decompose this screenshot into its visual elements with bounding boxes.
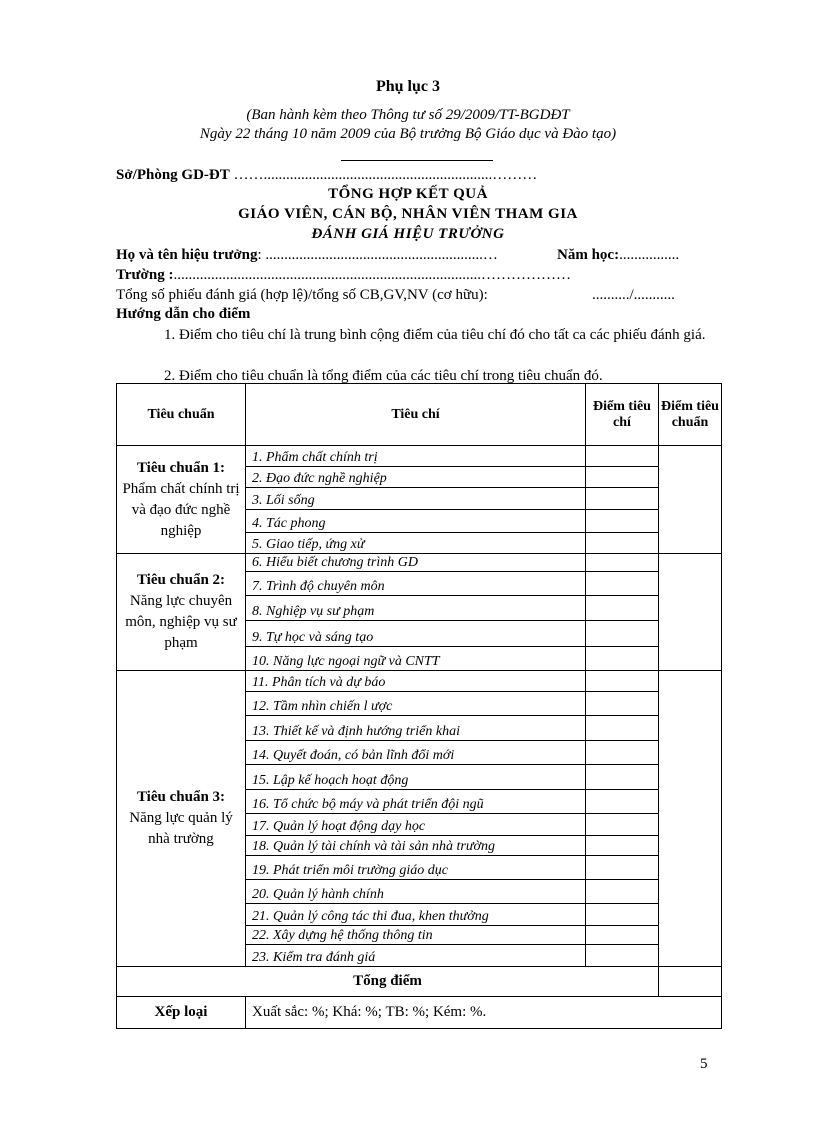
criterion-score-cell[interactable] xyxy=(586,856,659,880)
guide-item-2: 2. Điểm cho tiêu chuẩn là tổng điểm của các tiêu chí trong tiêu chuẩn đó. xyxy=(164,368,603,384)
standard-score-cell-2[interactable] xyxy=(659,554,722,671)
guide-title: Hướng dẫn cho điểm xyxy=(116,306,251,322)
criterion-label: 17. Quản lý hoạt động dạy học xyxy=(246,814,586,836)
principal-line xyxy=(116,247,498,264)
criterion-label: 13. Thiết kế và định hướng triển khai xyxy=(246,716,586,741)
page-number: 5 xyxy=(700,1056,708,1072)
ranking-row xyxy=(117,997,722,1029)
table-header-row xyxy=(117,384,722,446)
standard-score-cell-3[interactable] xyxy=(659,671,722,967)
criterion-score-cell[interactable] xyxy=(586,467,659,488)
criterion-label: 6. Hiểu biết chương trình GD xyxy=(246,554,586,572)
standard-description: Năng lực quản lý nhà trường xyxy=(129,810,233,847)
criterion-label: 20. Quản lý hành chính xyxy=(246,880,586,904)
standard-name: Tiêu chuẩn 2: xyxy=(136,572,226,588)
criterion-score-cell[interactable] xyxy=(586,671,659,692)
school-blank: ..................................................................................……………… xyxy=(173,267,571,283)
criterion-label: 15. Lập kế hoạch hoạt động xyxy=(246,765,586,790)
standard-description: Năng lực chuyên môn, nghiệp vụ sư phạm xyxy=(125,593,237,651)
criterion-score-cell[interactable] xyxy=(586,596,659,621)
ballot-count-blank: ........../........... xyxy=(592,287,675,303)
criterion-score-cell[interactable] xyxy=(586,488,659,510)
criterion-label: 16. Tổ chức bộ máy và phát triển đội ngũ xyxy=(246,790,586,814)
school-year-line xyxy=(557,247,679,264)
standard-score-cell-1[interactable] xyxy=(659,446,722,554)
standard-description: Phẩm chất chính trị và đạo đức nghề nghiệp xyxy=(122,480,240,539)
table-row xyxy=(117,446,722,467)
issuance-note-line2: Ngày 22 tháng 10 năm 2009 của Bộ trưởng Bộ Giáo dục và Đào tạo) xyxy=(199,126,617,142)
criterion-label: 22. Xây dựng hệ thống thông tin xyxy=(246,926,586,945)
standard-name: Tiêu chuẩn 3: xyxy=(136,789,226,805)
appendix-title: Phụ lục 3 xyxy=(375,78,440,95)
criterion-score-cell[interactable] xyxy=(586,945,659,967)
criterion-label: 7. Trình độ chuyên môn xyxy=(246,572,586,596)
standards-body xyxy=(117,446,722,967)
criterion-label: 11. Phân tích và dự báo xyxy=(246,671,586,692)
criterion-score-cell[interactable] xyxy=(586,904,659,926)
criterion-score-cell[interactable] xyxy=(586,926,659,945)
criterion-label: 9. Tự học và sáng tạo xyxy=(246,621,586,647)
header-score-standard: Điểm tiêu chuẩn xyxy=(659,384,722,446)
principal-label: Họ và tên hiệu trưởng xyxy=(116,247,258,263)
criterion-label: 18. Quản lý tài chính và tài sản nhà trường xyxy=(246,836,586,856)
total-label: Tổng điểm xyxy=(117,967,659,997)
table-row xyxy=(117,671,722,692)
criterion-score-cell[interactable] xyxy=(586,836,659,856)
school-year-label: Năm học: xyxy=(557,247,620,263)
ranking-values[interactable]: Xuất sắc: %; Khá: %; TB: %; Kém: %. xyxy=(246,997,722,1029)
ballot-count-text: Tổng số phiếu đánh giá (hợp lệ)/tổng số CB,GV,NV (cơ hữu): xyxy=(116,287,488,303)
table-row xyxy=(117,554,722,572)
criterion-label: 10. Năng lực ngoại ngữ và CNTT xyxy=(246,647,586,671)
criterion-score-cell[interactable] xyxy=(586,814,659,836)
criterion-score-cell[interactable] xyxy=(586,554,659,572)
criterion-label: 5. Giao tiếp, ứng xử xyxy=(246,533,586,554)
school-year-blank: ................ xyxy=(619,247,680,263)
criterion-score-cell[interactable] xyxy=(586,533,659,554)
criterion-score-cell[interactable] xyxy=(586,647,659,671)
header-criteria: Tiêu chí xyxy=(246,384,586,446)
criterion-label: 4. Tác phong xyxy=(246,510,586,533)
title-divider xyxy=(341,160,493,161)
standard-cell-1 xyxy=(117,446,246,554)
criterion-label: 19. Phát triển môi trường giáo dục xyxy=(246,856,586,880)
principal-blank: : ..........................................................… xyxy=(257,247,498,263)
criterion-label: 21. Quản lý công tác thi đua, khen thưởng xyxy=(246,904,586,926)
criterion-score-cell[interactable] xyxy=(586,692,659,716)
header-standard: Tiêu chuẩn xyxy=(117,384,246,446)
criterion-label: 1. Phẩm chất chính trị xyxy=(246,446,586,467)
school-line xyxy=(116,267,571,284)
criterion-label: 12. Tầm nhìn chiến l ược xyxy=(246,692,586,716)
criterion-score-cell[interactable] xyxy=(586,880,659,904)
header-score-criteria: Điểm tiêu chí xyxy=(586,384,659,446)
issuance-note-line1: (Ban hành kèm theo Thông tư số 29/2009/TT-BGDĐT xyxy=(246,107,570,123)
standard-name: Tiêu chuẩn 1: xyxy=(136,459,226,476)
evaluation-table xyxy=(116,383,722,1029)
guide-item-1: 1. Điểm cho tiêu chí là trung bình cộng điểm của tiêu chí đó cho tất ca các phiếu đánh giá. xyxy=(164,327,706,343)
total-score-cell[interactable] xyxy=(659,967,722,997)
criterion-score-cell[interactable] xyxy=(586,446,659,467)
criterion-score-cell[interactable] xyxy=(586,510,659,533)
department-label: Sở/Phòng GD-ĐT xyxy=(116,167,230,183)
criterion-label: 14. Quyết đoán, có bản lĩnh đổi mới xyxy=(246,741,586,765)
standard-cell-2 xyxy=(117,554,246,671)
department-blank: …….............................................................……… xyxy=(229,167,538,183)
criterion-label: 2. Đạo đức nghề nghiệp xyxy=(246,467,586,488)
ballot-count-line xyxy=(116,287,488,304)
department-line xyxy=(116,167,537,184)
standard-cell-3 xyxy=(117,671,246,967)
heading-line2: GIÁO VIÊN, CÁN BỘ, NHÂN VIÊN THAM GIA xyxy=(238,206,578,222)
criterion-score-cell[interactable] xyxy=(586,572,659,596)
criterion-score-cell[interactable] xyxy=(586,790,659,814)
criterion-label: 8. Nghiệp vụ sư phạm xyxy=(246,596,586,621)
criterion-score-cell[interactable] xyxy=(586,765,659,790)
criterion-label: 3. Lối sống xyxy=(246,488,586,510)
criterion-label: 23. Kiểm tra đánh giá xyxy=(246,945,586,967)
criterion-score-cell[interactable] xyxy=(586,741,659,765)
heading-line3: ĐÁNH GIÁ HIỆU TRƯỞNG xyxy=(311,226,505,242)
heading-line1: TỔNG HỢP KẾT QUẢ xyxy=(328,186,488,202)
criterion-score-cell[interactable] xyxy=(586,621,659,647)
school-label: Trường : xyxy=(116,267,174,283)
criterion-score-cell[interactable] xyxy=(586,716,659,741)
ranking-label: Xếp loại xyxy=(117,997,246,1029)
total-row xyxy=(117,967,722,997)
